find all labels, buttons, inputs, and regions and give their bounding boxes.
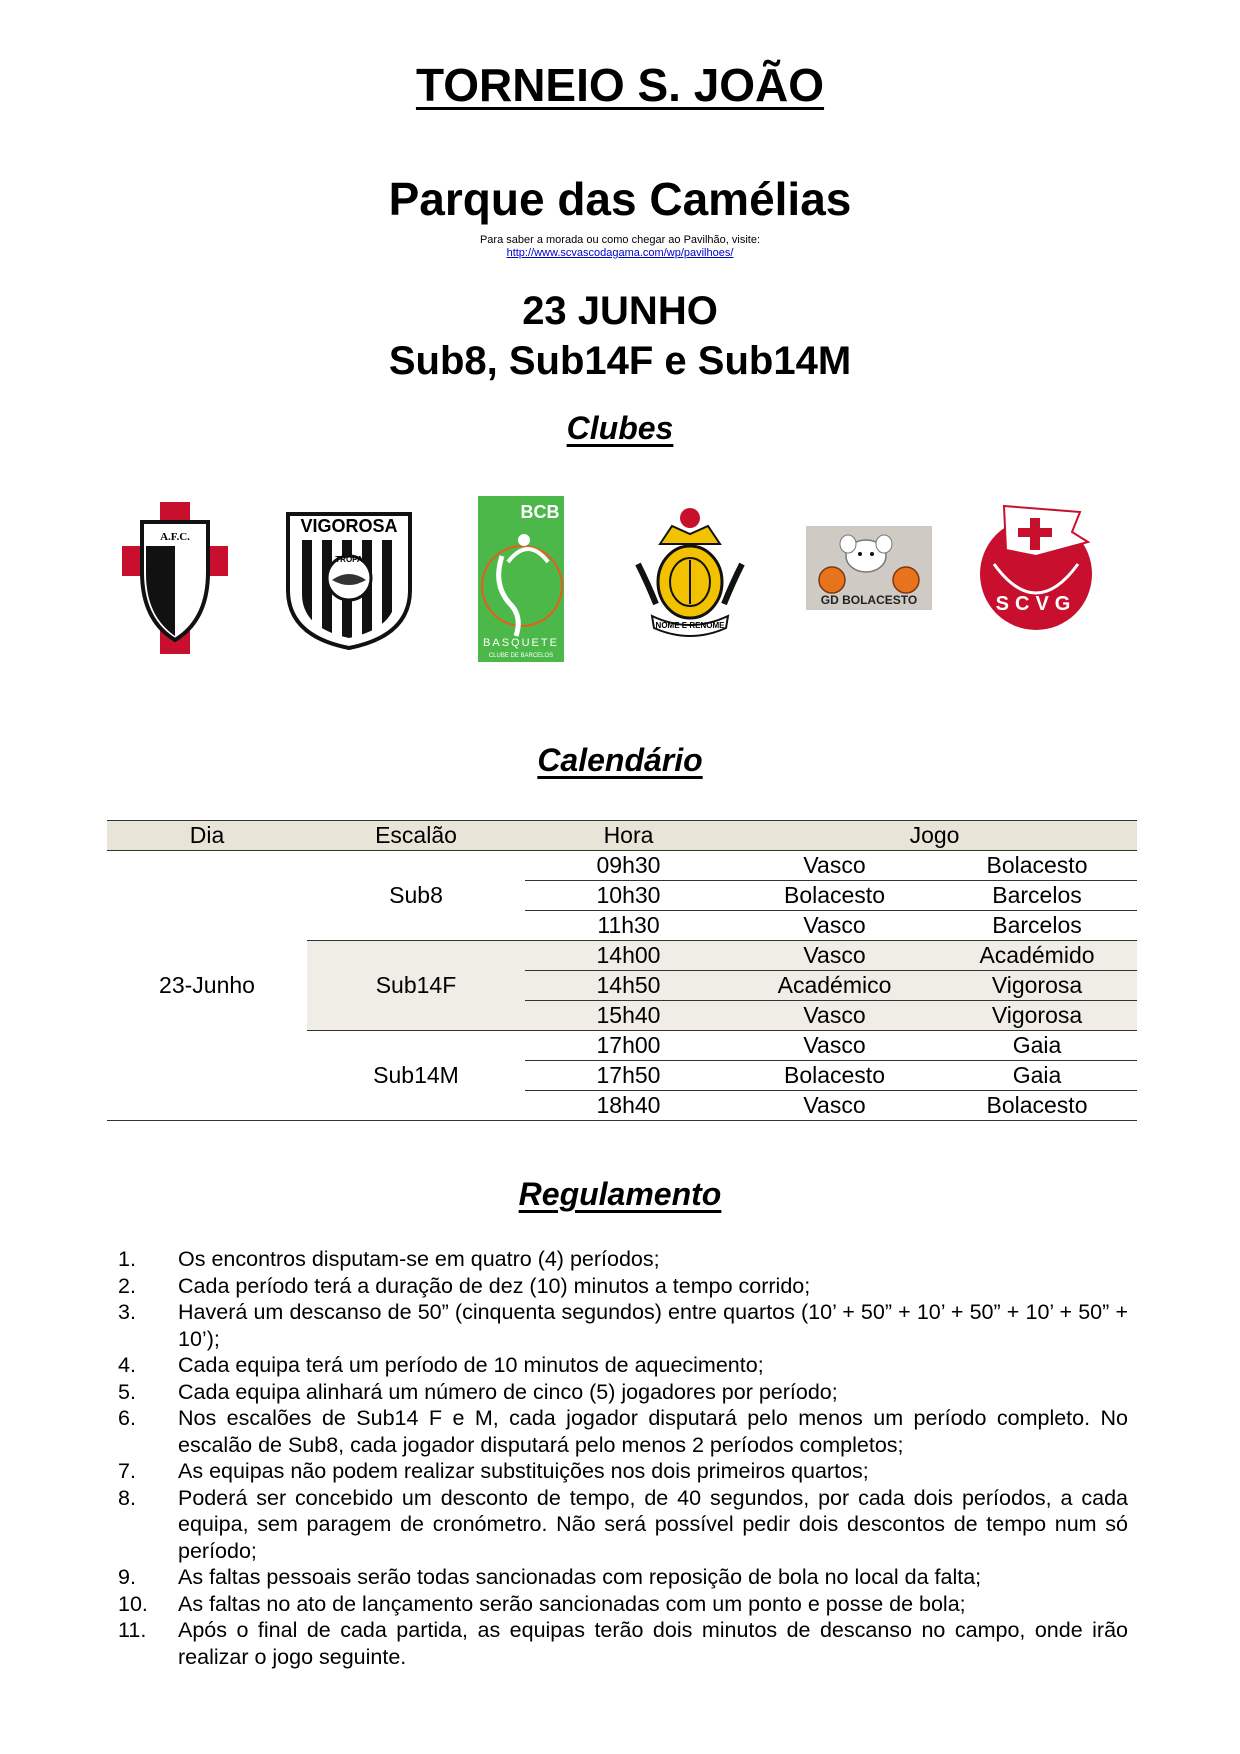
home-team-cell: Académico: [732, 971, 937, 1001]
list-item: [118, 1352, 1128, 1379]
scvg-logo-text: SCVG: [995, 593, 1077, 615]
header-jogo: Jogo: [732, 821, 1137, 851]
rule-number: 8.: [118, 1485, 136, 1510]
rule-number: 3.: [118, 1300, 136, 1324]
bcb-top-text: BCB: [520, 502, 560, 522]
rule-number: 9.: [118, 1565, 136, 1589]
venue-note-text: Para saber a morada ou como chegar ao Pavilhão, visite:: [479, 234, 761, 246]
away-team-cell: Bolacesto: [937, 1091, 1137, 1121]
rule-number: 7.: [118, 1459, 136, 1483]
vigorosa-logo-text: VIGOROSA: [300, 516, 398, 536]
rule-number: 1.: [118, 1247, 136, 1271]
bcb-logo: [478, 496, 564, 662]
vigorosa-tropa-text: TROPA: [335, 555, 363, 564]
away-team-cell: Barcelos: [937, 911, 1137, 941]
list-item: [118, 1405, 1128, 1458]
time-cell: 09h30: [525, 851, 732, 881]
rule-text: Poderá ser concebido um desconto de tempo, de 40 segundos, por cada dois períodos, a cada equipa, sem paragem de cronómetro. Não será possível pedir dois descontos de tempo num só período;: [178, 1485, 1128, 1563]
academico-banner-text: NOME E RENOME: [655, 621, 725, 630]
scvg-logo: [976, 502, 1096, 632]
bolacesto-logo: [806, 526, 932, 610]
home-team-cell: Vasco: [732, 1001, 937, 1031]
bcb-bottom-text: BASQUETE: [483, 637, 559, 649]
table-row: [107, 851, 1137, 881]
day-cell: 23-Junho: [107, 851, 307, 1121]
date-block: [0, 286, 1240, 386]
time-cell: 14h50: [525, 971, 732, 1001]
calendar-heading: Calendário: [537, 742, 703, 778]
home-team-cell: Vasco: [732, 1091, 937, 1121]
rule-text: Cada período terá a duração de dez (10) minutos a tempo corrido;: [178, 1273, 811, 1298]
away-team-cell: Barcelos: [937, 881, 1137, 911]
home-team-cell: Bolacesto: [732, 881, 937, 911]
header-dia: Dia: [107, 821, 307, 851]
calendar-header-row: [107, 821, 1137, 851]
rule-text: Nos escalões de Sub14 F e M, cada jogador disputará pelo menos um período completo. No escalão de Sub8, cada jogador disputará pelo menos 2 períodos completos;: [178, 1406, 1128, 1457]
list-item: [118, 1379, 1128, 1406]
rule-text: As faltas pessoais serão todas sancionadas com reposição de bola no local da falta;: [178, 1565, 982, 1589]
away-team-cell: Gaia: [937, 1061, 1137, 1091]
header-hora: Hora: [525, 821, 732, 851]
rule-number: 11.: [118, 1618, 147, 1642]
time-cell: 14h00: [525, 941, 732, 971]
rule-number: 4.: [118, 1353, 136, 1377]
rule-text: Cada equipa alinhará um número de cinco (5) jogadores por período;: [178, 1379, 838, 1404]
home-team-cell: Vasco: [732, 851, 937, 881]
rule-number: 2.: [118, 1273, 136, 1298]
list-item: [118, 1591, 1128, 1618]
time-cell: 15h40: [525, 1001, 732, 1031]
home-team-cell: Vasco: [732, 941, 937, 971]
vigorosa-logo: [284, 510, 414, 652]
escalao-cell: Sub14M: [307, 1031, 525, 1121]
venue-link[interactable]: http://www.scvascodagama.com/wp/pavilhoes/: [506, 247, 734, 259]
time-cell: 11h30: [525, 911, 732, 941]
header-escalao: Escalão: [307, 821, 525, 851]
rule-number: 6.: [118, 1406, 136, 1430]
home-team-cell: Vasco: [732, 1031, 937, 1061]
venue-note: [0, 234, 1240, 260]
escalao-cell: Sub8: [307, 851, 525, 941]
list-item: [118, 1299, 1128, 1352]
afc-logo: [122, 502, 228, 654]
escalao-cell: Sub14F: [307, 941, 525, 1031]
clubs-heading: Clubes: [566, 410, 674, 446]
time-cell: 10h30: [525, 881, 732, 911]
time-cell: 17h00: [525, 1031, 732, 1061]
time-cell: 18h40: [525, 1091, 732, 1121]
rule-text: As faltas no ato de lançamento serão sancionadas com um ponto e posse de bola;: [178, 1591, 966, 1616]
rule-number: 10.: [118, 1591, 148, 1616]
rule-number: 5.: [118, 1379, 136, 1404]
away-team-cell: Bolacesto: [937, 851, 1137, 881]
home-team-cell: Bolacesto: [732, 1061, 937, 1091]
rules-heading: Regulamento: [518, 1176, 722, 1212]
tournament-title: TORNEIO S. JOÃO: [415, 59, 825, 111]
rule-text: Após o final de cada partida, as equipas terão dois minutos de descanso no campo, onde irão realizar o jogo seguinte.: [178, 1618, 1128, 1669]
time-cell: 17h50: [525, 1061, 732, 1091]
bcb-sub-text: CLUBE DE BARCELOS: [488, 653, 554, 659]
bolacesto-logo-text: GD BOLACESTO: [820, 593, 918, 607]
rule-text: Cada equipa terá um período de 10 minutos de aquecimento;: [178, 1353, 764, 1377]
academico-logo: [630, 504, 750, 644]
list-item: [118, 1246, 1128, 1273]
away-team-cell: Vigorosa: [937, 971, 1137, 1001]
club-logos: [0, 490, 1240, 680]
away-team-cell: Académido: [937, 941, 1137, 971]
rule-text: Os encontros disputam-se em quatro (4) períodos;: [178, 1247, 660, 1271]
afc-logo-text: A.F.C.: [160, 531, 190, 543]
list-item: [118, 1273, 1128, 1300]
list-item: [118, 1617, 1128, 1670]
away-team-cell: Vigorosa: [937, 1001, 1137, 1031]
rules-list: [118, 1246, 1128, 1670]
list-item: [118, 1564, 1128, 1591]
list-item: [118, 1458, 1128, 1485]
away-team-cell: Gaia: [937, 1031, 1137, 1061]
event-categories: Sub8, Sub14F e Sub14M: [388, 339, 852, 383]
venue-title: Parque das Camélias: [388, 173, 852, 225]
list-item: [118, 1485, 1128, 1565]
calendar-table: [107, 820, 1137, 1121]
home-team-cell: Vasco: [732, 911, 937, 941]
event-date: 23 JUNHO: [522, 289, 718, 333]
rule-text: As equipas não podem realizar substituições nos dois primeiros quartos;: [178, 1459, 869, 1483]
rule-text: Haverá um descanso de 50” (cinquenta segundos) entre quartos (10’ + 50” + 10’ + 50” + 10’ + 50” + 10’);: [178, 1300, 1128, 1351]
